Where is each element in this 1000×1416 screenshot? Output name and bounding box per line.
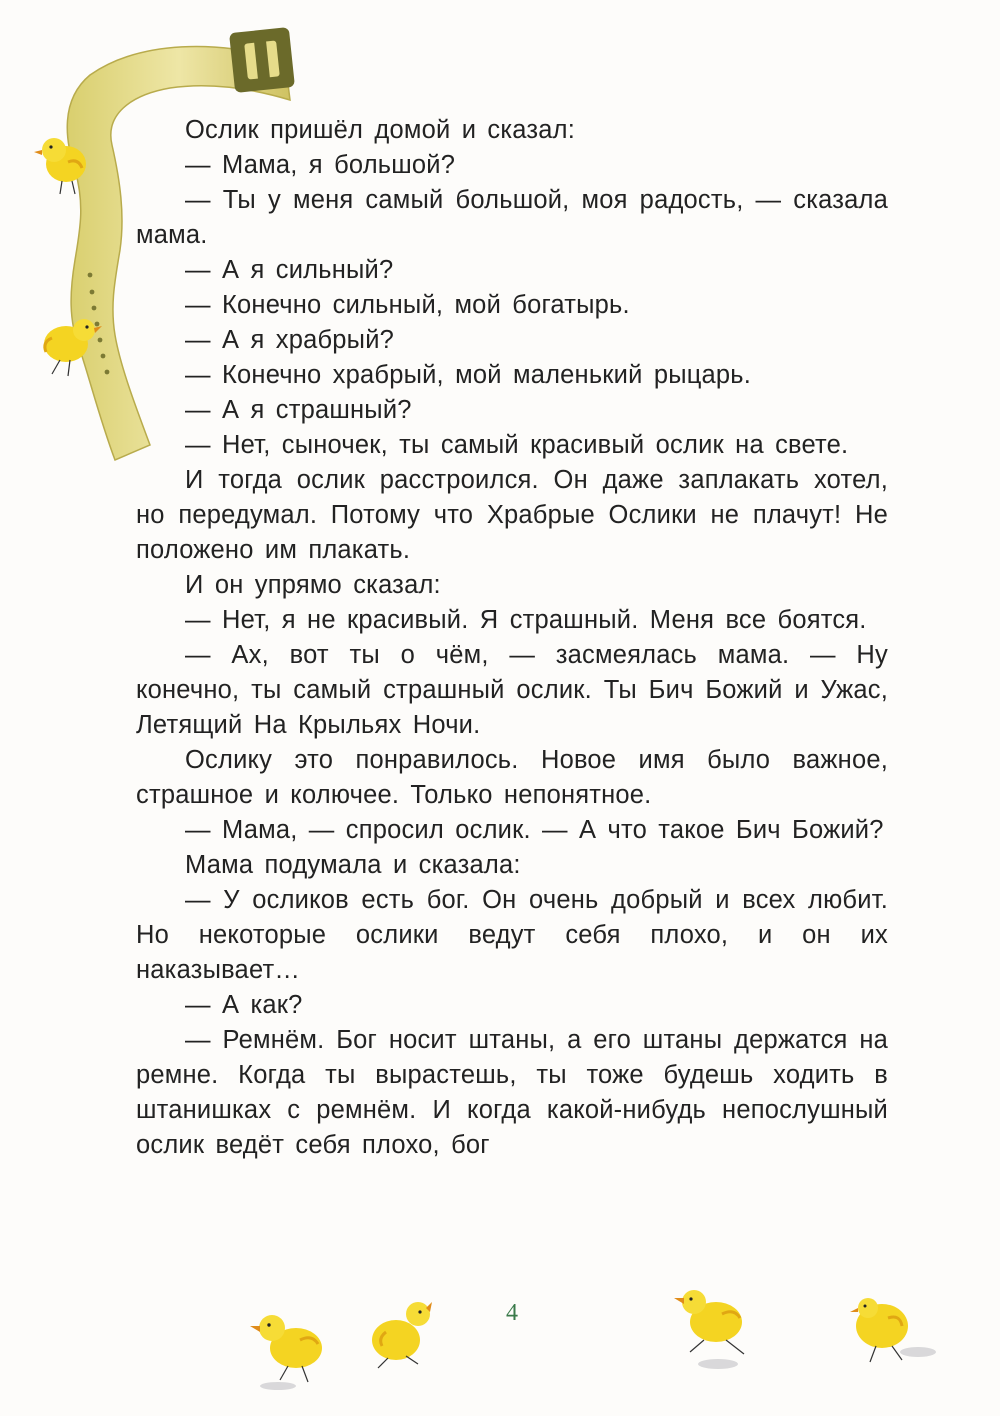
paragraph: — А как? xyxy=(185,991,303,1019)
paragraph: Ослик пришёл домой и сказал: xyxy=(185,116,576,144)
chick-left-1 xyxy=(28,124,98,204)
paragraph: — Мама, — спросил ослик. — А что такое Бич Божий? xyxy=(185,816,884,844)
paragraph: И он упрямо сказал: xyxy=(185,571,441,599)
paragraph: — А я страшный? xyxy=(185,396,412,424)
paragraph: — Конечно храбрый, мой маленький рыцарь. xyxy=(185,361,752,389)
paragraph: — А я сильный? xyxy=(185,256,394,284)
paragraph: — Конечно сильный, мой богатырь. xyxy=(185,291,630,319)
chick-bottom-4 xyxy=(842,1290,952,1390)
paragraph: — Нет, сыночек, ты самый красивый ослик на свете. xyxy=(185,431,849,459)
paragraph: — Нет, я не красивый. Я страшный. Меня все боятся. xyxy=(185,606,867,634)
paragraph: — Ремнём. Бог носит штаны, а его штаны держатся на ремне. Когда ты вырастешь, ты тоже будешь ходить в штанишках с ремнём. И когда какой-нибудь непослушный ослик ведёт себя плохо, бог xyxy=(136,1026,888,1159)
paragraph: Мама подумала и сказала: xyxy=(185,851,521,879)
paragraph: — Мама, я большой? xyxy=(185,151,456,179)
paragraph: — А я храбрый? xyxy=(185,326,395,354)
story-text xyxy=(136,113,888,1163)
page-number: 4 xyxy=(506,1300,518,1326)
chick-bottom-1 xyxy=(238,1300,338,1395)
buckle-icon xyxy=(229,27,295,93)
chick-left-2 xyxy=(32,308,112,388)
paragraph: — Ты у меня самый большой, моя радость, — сказала мама. xyxy=(136,186,888,249)
paragraph: И тогда ослик расстроился. Он даже заплакать хотел, но передумал. Потому что Храбрые Ослики не плачут! Не положено им плакать. xyxy=(136,466,888,564)
chick-bottom-3 xyxy=(664,1280,774,1380)
paragraph: Ослику это понравилось. Новое имя было важное, страшное и колючее. Только непонятное. xyxy=(136,746,888,809)
paragraph: — Ах, вот ты о чём, — засмеялась мама. — Ну конечно, ты самый страшный ослик. Ты Бич Божий и Ужас, Летящий На Крыльях Ночи. xyxy=(136,641,888,739)
chick-bottom-2 xyxy=(356,1294,456,1389)
paragraph: — У осликов есть бог. Он очень добрый и всех любит. Но некоторые ослики ведут себя плохо, и он их наказывает… xyxy=(136,886,888,984)
